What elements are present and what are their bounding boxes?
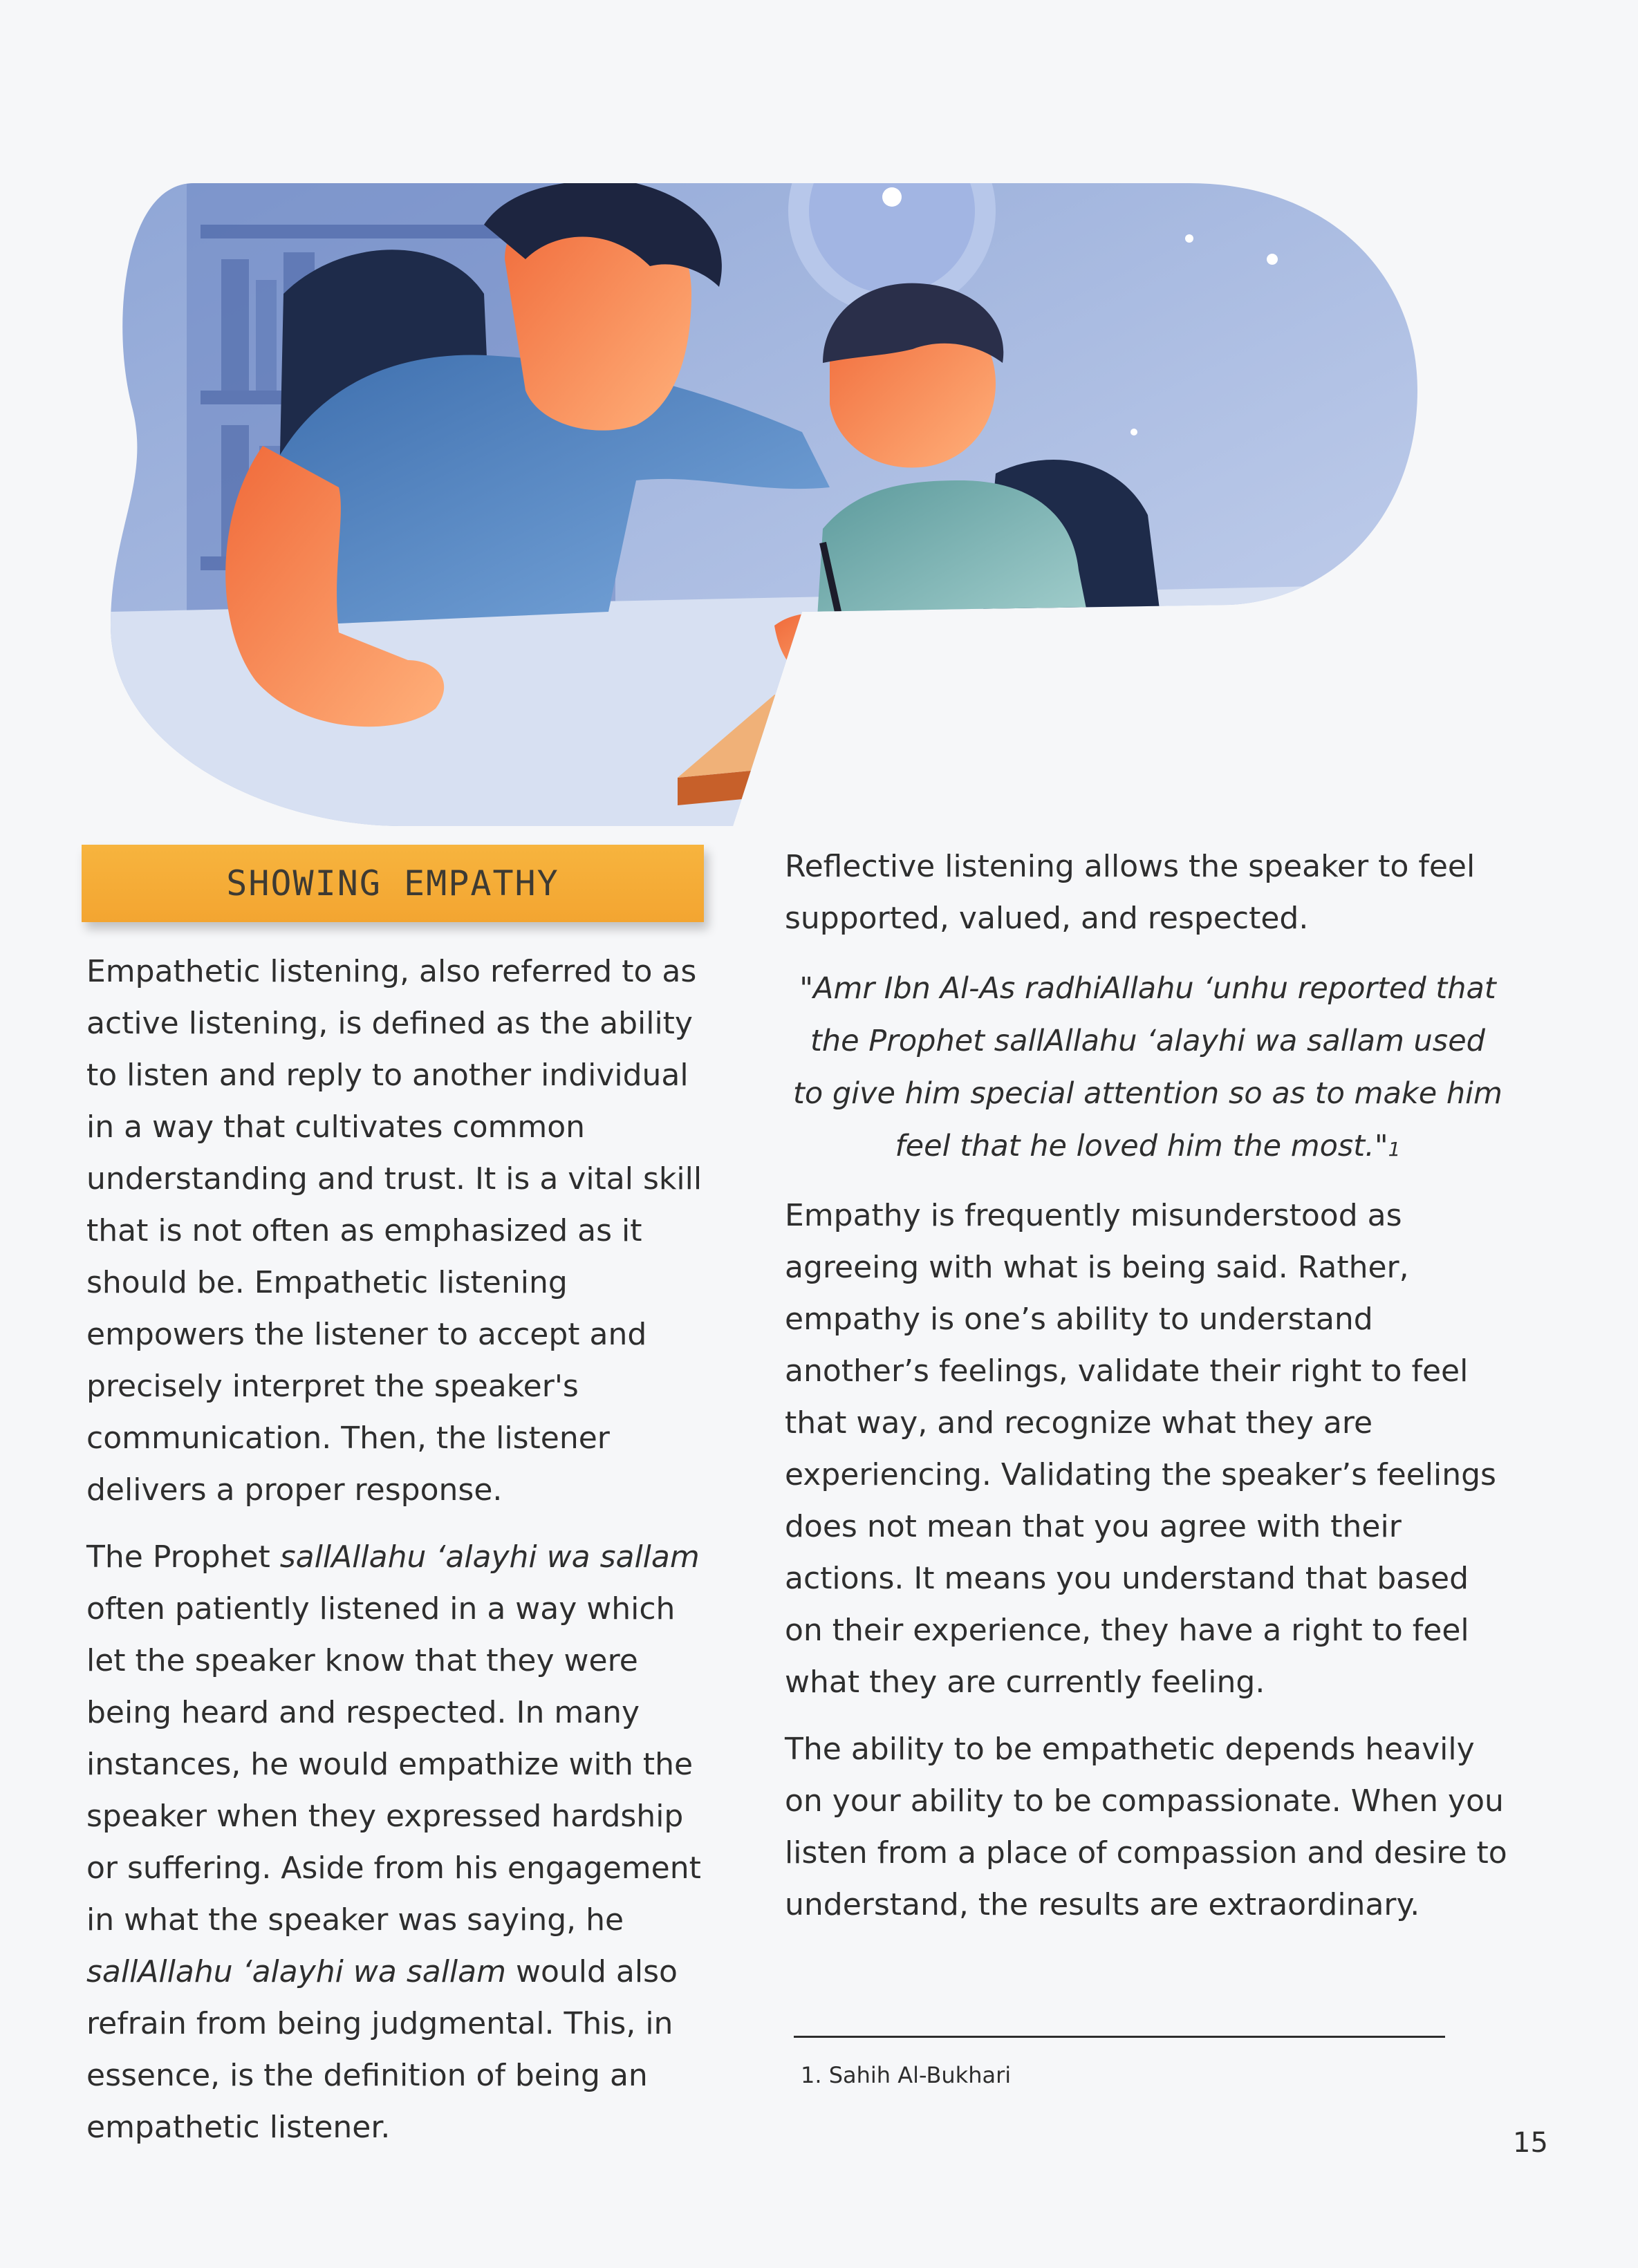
paragraph-empathetic-listening: Empathetic listening, also referred to as active listening, is defined as the ability to listen and reply to another individual in a way that cultivates common understanding and trust. It is a vital skill that is not often as emphasized as it should be. Empathetic listening empowers the listener to accept and precisely interpret the speaker's communication. Then, the listener delivers a proper response. [86, 954, 702, 1508]
illustration-father-helping-child [111, 183, 1417, 826]
left-column [86, 946, 723, 2153]
paragraph-empathy-definition: Empathy is frequently misunderstood as agreeing with what is being said. Rather, empathy is one’s ability to understand another’s feelings, validate their right to feel that way, and recognize what they are experiencing. Validating the speaker’s feelings does not mean that you agree with their actions. It means you understand that based on their experience, they have a right to feel what they are currently feeling. [785, 1198, 1496, 1700]
honorific: sallAllahu ‘alayhi wa sallam [86, 1954, 506, 1989]
paragraph-compassion: The ability to be empathetic depends heavily on your ability to be compassionate. When you listen from a place of compassion and desire to understand, the results are extraordinary. [785, 1732, 1507, 1922]
paragraph-prophet-listening: The Prophet sallAllahu ‘alayhi wa sallam often patiently listened in a way which let the speaker know that they were being heard and respected. In many instances, he would empathize with the speaker when they expressed hardship or suffering. Aside from his engagement in what the speaker was saying, he sallAllahu ‘alayhi wa sallam would also refrain from being judgmental. This, in essence, is the definition of being an empathetic listener. [86, 1539, 701, 2145]
section-heading: SHOWING EMPATHY [226, 863, 559, 903]
right-column [785, 841, 1511, 1931]
footnote-divider [794, 2036, 1445, 2038]
hadith-quote: "Amr Ibn Al-As radhiAllahu ‘unhu reported that the Prophet sallAllahu ‘alayhi wa sallam used to give him special attention so as to make him feel that he loved him the most."1 [793, 971, 1502, 1163]
footnote-ref: 1 [1388, 1138, 1401, 1161]
footnote: 1. Sahih Al-Bukhari [801, 2062, 1012, 2088]
paragraph-reflective-listening: Reflective listening allows the speaker to feel supported, valued, and respected. [785, 849, 1476, 936]
page-number: 15 [1513, 2127, 1548, 2159]
honorific: sallAllahu ‘alayhi wa sallam [279, 1539, 700, 1575]
section-heading-banner [82, 845, 704, 922]
